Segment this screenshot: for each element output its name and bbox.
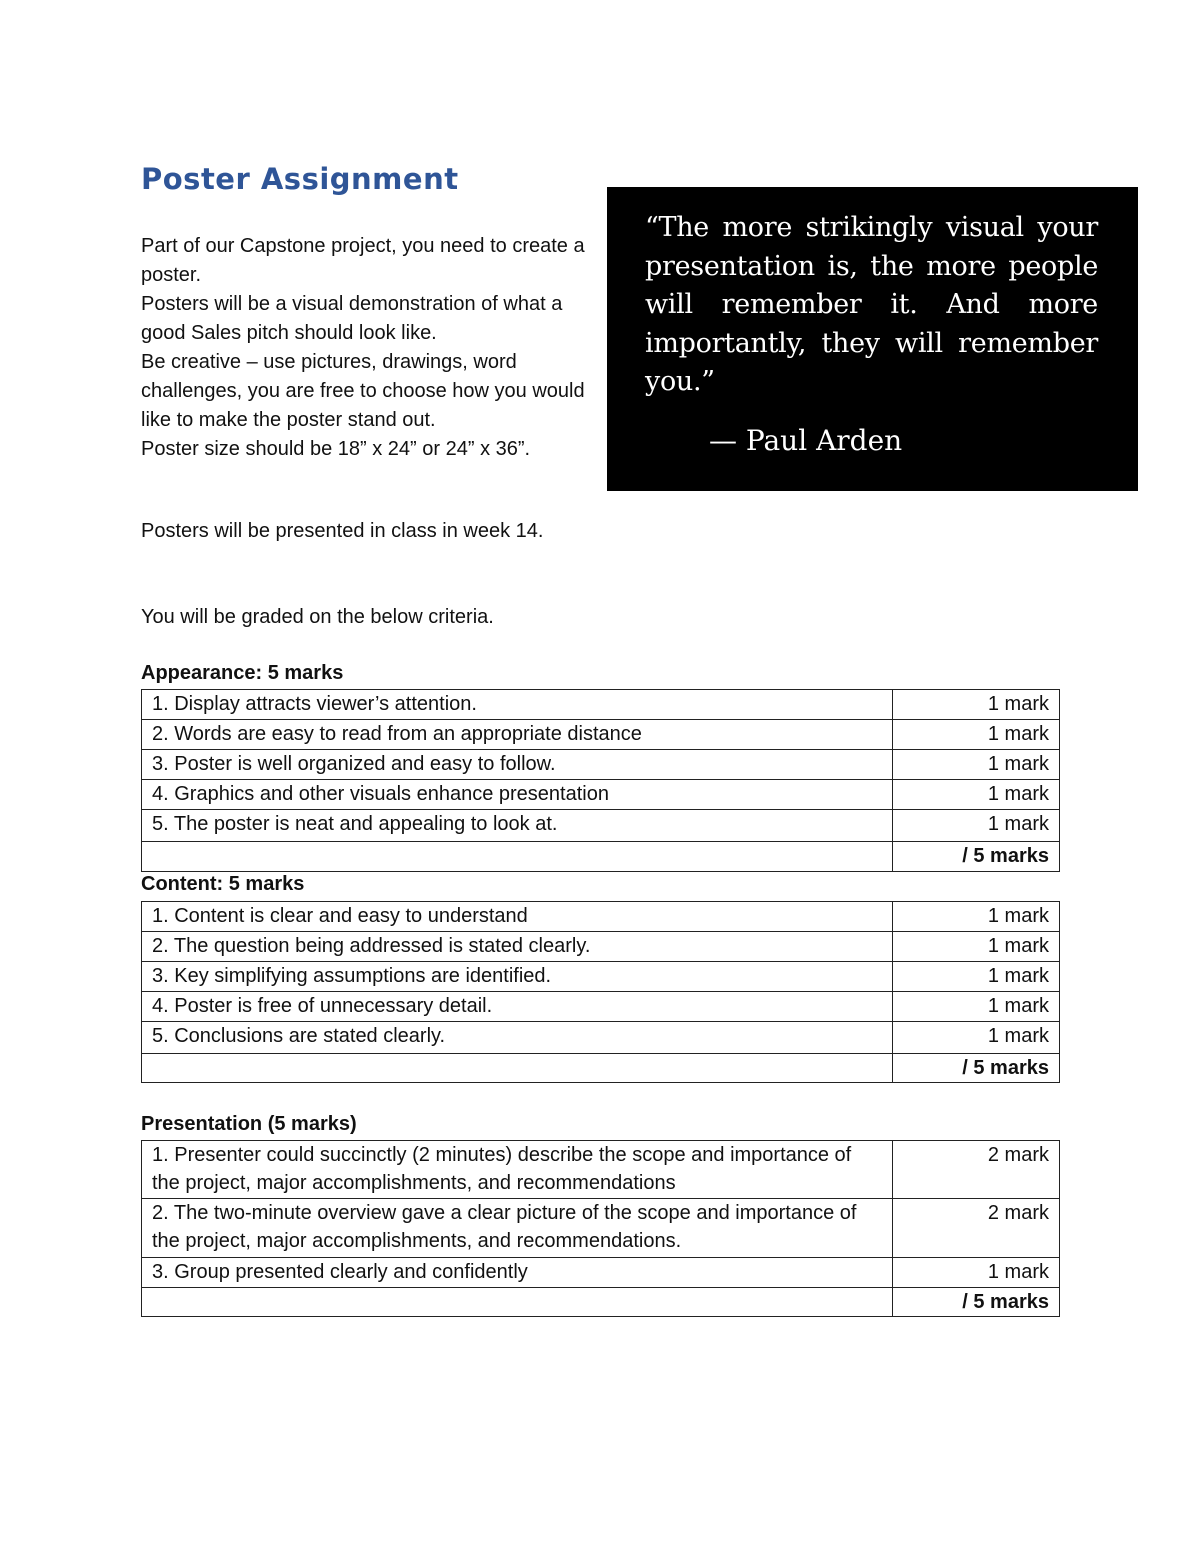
mark-cell: 2 mark	[893, 1141, 1060, 1199]
total-cell: / 5 marks	[893, 1288, 1060, 1317]
intro-paragraph	[141, 232, 591, 464]
blank-cell	[142, 842, 893, 872]
criterion-cell: 3. Key simplifying assumptions are identified.	[142, 962, 893, 992]
mark-cell: 1 mark	[893, 1258, 1060, 1288]
total-cell: / 5 marks	[893, 1054, 1060, 1083]
grading-note: You will be graded on the below criteria.	[141, 606, 494, 628]
criterion-cell: 4. Poster is free of unnecessary detail.	[142, 992, 893, 1022]
criterion-cell: 1. Display attracts viewer’s attention.	[142, 690, 893, 720]
quote-box	[607, 187, 1138, 491]
intro-line: Poster size should be 18” x 24” or 24” x 36”.	[141, 438, 531, 460]
intro-line: Be creative – use pictures, drawings, word challenges, you are free to choose how you would like to make the poster stand out.	[141, 351, 585, 431]
criterion-cell: 2. The two-minute overview gave a clear picture of the scope and importance of the project, major accomplishments, and recommendations.	[142, 1199, 893, 1258]
table-row	[142, 1199, 1060, 1258]
criterion-cell: 3. Group presented clearly and confidently	[142, 1258, 893, 1288]
total-row	[142, 1054, 1060, 1083]
appearance-heading: Appearance: 5 marks	[141, 662, 344, 684]
criterion-cell: 2. The question being addressed is stated clearly.	[142, 932, 893, 962]
criterion-cell: 1. Content is clear and easy to understand	[142, 902, 893, 932]
table-row	[142, 750, 1060, 780]
total-row	[142, 1288, 1060, 1317]
mark-cell: 1 mark	[893, 720, 1060, 750]
total-cell: / 5 marks	[893, 842, 1060, 872]
mark-cell: 1 mark	[893, 902, 1060, 932]
criterion-cell: 2. Words are easy to read from an appropriate distance	[142, 720, 893, 750]
criterion-cell: 5. Conclusions are stated clearly.	[142, 1022, 893, 1054]
table-row	[142, 962, 1060, 992]
criterion-cell: 5. The poster is neat and appealing to look at.	[142, 810, 893, 842]
table-row	[142, 1258, 1060, 1288]
content-heading: Content: 5 marks	[141, 873, 305, 895]
content-table	[141, 901, 1060, 1083]
table-row	[142, 992, 1060, 1022]
mark-cell: 1 mark	[893, 780, 1060, 810]
table-row	[142, 902, 1060, 932]
presentation-heading: Presentation (5 marks)	[141, 1113, 357, 1135]
mark-cell: 1 mark	[893, 810, 1060, 842]
table-row	[142, 690, 1060, 720]
criterion-cell: 3. Poster is well organized and easy to follow.	[142, 750, 893, 780]
total-row	[142, 842, 1060, 872]
table-row	[142, 1141, 1060, 1199]
mark-cell: 1 mark	[893, 932, 1060, 962]
mark-cell: 2 mark	[893, 1199, 1060, 1258]
table-row	[142, 720, 1060, 750]
table-row	[142, 810, 1060, 842]
mark-cell: 1 mark	[893, 1022, 1060, 1054]
mark-cell: 1 mark	[893, 690, 1060, 720]
quote-author: — Paul Arden	[709, 423, 903, 457]
table-row	[142, 932, 1060, 962]
mark-cell: 1 mark	[893, 962, 1060, 992]
mark-cell: 1 mark	[893, 750, 1060, 780]
presentation-table	[141, 1140, 1060, 1317]
presentation-week-note: Posters will be presented in class in week 14.	[141, 520, 544, 542]
mark-cell: 1 mark	[893, 992, 1060, 1022]
table-row	[142, 1022, 1060, 1054]
page-title: Poster Assignment	[141, 162, 459, 196]
intro-line: Part of our Capstone project, you need to create a poster.	[141, 235, 585, 286]
appearance-table	[141, 689, 1060, 872]
blank-cell	[142, 1054, 893, 1083]
quote-text: “The more strikingly visual your presentation is, the more people will remember it. And more importantly, they will remember you.”	[645, 212, 1098, 397]
intro-line: Posters will be a visual demonstration of what a good Sales pitch should look like.	[141, 293, 563, 344]
blank-cell	[142, 1288, 893, 1317]
criterion-cell: 1. Presenter could succinctly (2 minutes) describe the scope and importance of the project, major accomplishments, and recommendations	[142, 1141, 893, 1199]
table-row	[142, 780, 1060, 810]
criterion-cell: 4. Graphics and other visuals enhance presentation	[142, 780, 893, 810]
